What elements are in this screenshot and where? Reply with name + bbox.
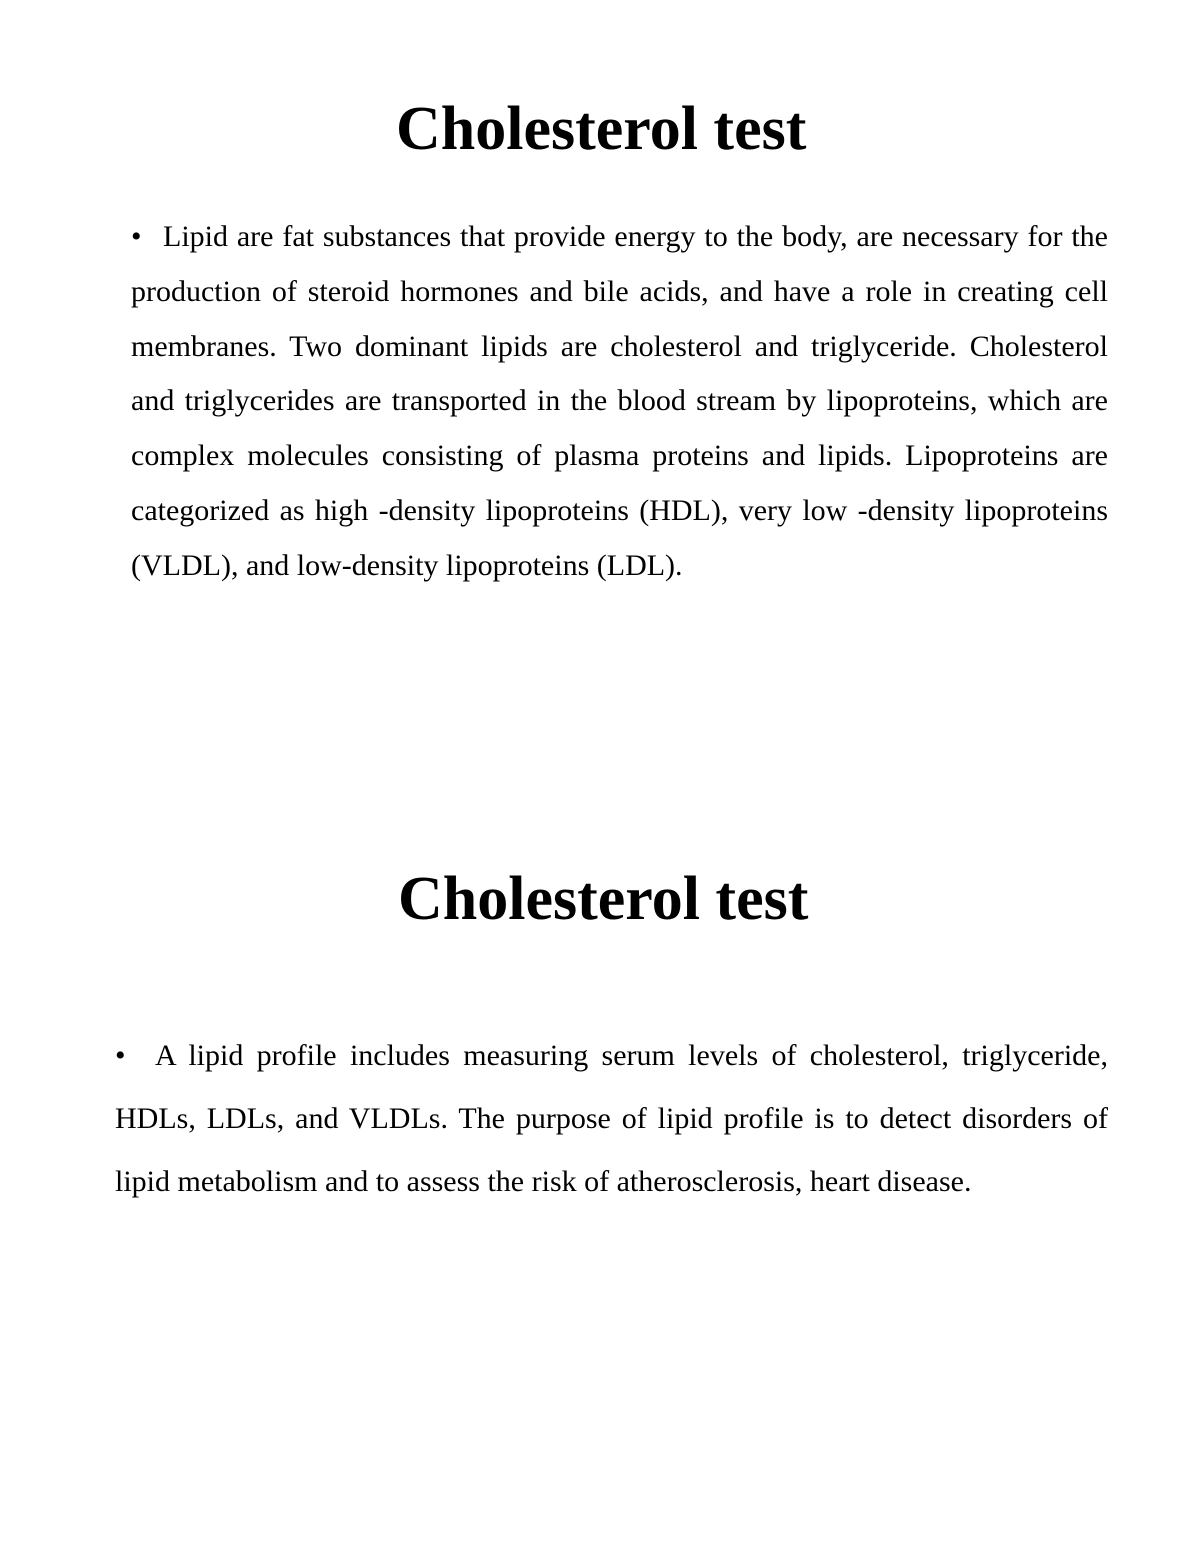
paragraph-text-1: Lipid are fat substances that provide energy to the body, are necessary for the production of steroid hormones and bile acids, and have a role in creating cell membranes. Two dominant lipids are cholesterol and triglyceride. Cholesterol and triglycerides are transported in the blood stream by lipoproteins, which are complex molecules consisting of plasma proteins and lipids. Lipoproteins are categorized as high -density lipoproteins (HDL), very low -density lipoproteins (VLDL), and low-density lipoproteins (LDL). [131,220,1108,582]
bullet-marker-1: • [131,220,142,253]
bullet-paragraph-1 [131,210,1108,594]
bullet-marker-2: • [115,1039,126,1072]
bullet-paragraph-2 [115,1024,1108,1213]
section-title-2: Cholesterol test [398,865,809,933]
section-title-1: Cholesterol test [396,95,807,163]
paragraph-text-2: A lipid profile includes measuring serum levels of cholesterol, triglyceride, HDLs, LDLs, and VLDLs. The purpose of lipid profile is to detect disorders of lipid metabolism and to assess the risk of atherosclerosis, heart disease. [115,1039,1108,1198]
